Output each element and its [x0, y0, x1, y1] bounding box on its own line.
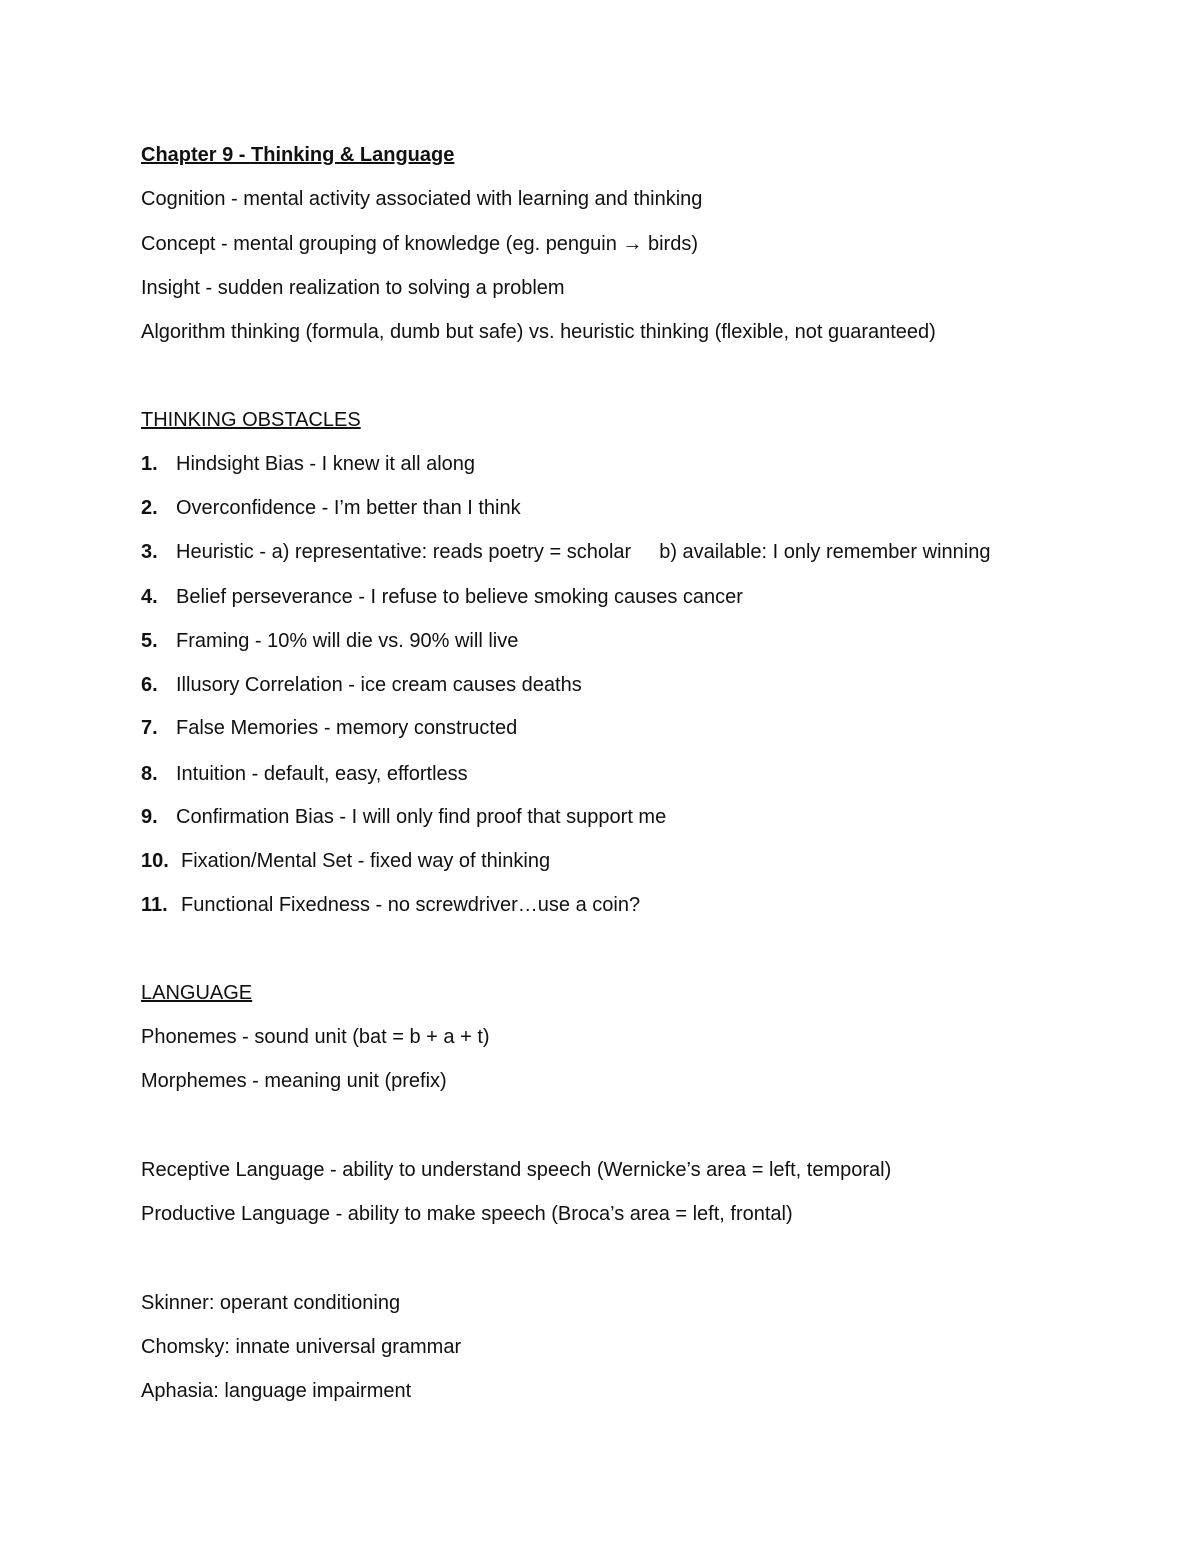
list-item-text: Overconfidence - I’m better than I think [176, 497, 521, 519]
definition-aphasia: Aphasia: language impairment [141, 1380, 412, 1402]
list-item-text: Illusory Correlation - ice cream causes deaths [176, 674, 582, 696]
list-item [141, 893, 640, 917]
list-item-text: Intuition - default, easy, effortless [176, 763, 468, 785]
list-item [141, 673, 582, 697]
section-heading-thinking-obstacles: THINKING OBSTACLES [141, 409, 361, 431]
list-number: 1. [141, 453, 158, 475]
list-item-text-b: b) available: I only remember winning [659, 541, 991, 563]
list-number: 9. [141, 806, 158, 828]
list-number: 8. [141, 763, 158, 785]
definition-concept: Concept - mental grouping of knowledge (eg. penguin → birds) [141, 233, 698, 255]
list-item [141, 629, 518, 653]
list-item [141, 849, 550, 873]
definition-insight: Insight - sudden realization to solving a problem [141, 277, 565, 299]
definition-cognition: Cognition - mental activity associated with learning and thinking [141, 188, 703, 210]
theory-chomsky: Chomsky: innate universal grammar [141, 1336, 462, 1358]
list-item [141, 585, 743, 609]
definition-phonemes: Phonemes - sound unit (bat = b + a + t) [141, 1026, 490, 1048]
list-item-text: False Memories - memory constructed [176, 717, 518, 739]
theory-skinner: Skinner: operant conditioning [141, 1292, 401, 1314]
list-item-text: Framing - 10% will die vs. 90% will live [176, 630, 519, 652]
list-number: 2. [141, 497, 158, 519]
list-item-text: Fixation/Mental Set - fixed way of thinking [181, 850, 551, 872]
list-number: 4. [141, 586, 158, 608]
list-number: 10. [141, 850, 169, 872]
definition-productive-language: Productive Language - ability to make speech (Broca’s area = left, frontal) [141, 1203, 793, 1225]
list-item [141, 762, 468, 786]
list-item-text: Hindsight Bias - I knew it all along [176, 453, 476, 475]
list-number: 7. [141, 717, 158, 739]
list-number: 6. [141, 674, 158, 696]
definition-receptive-language: Receptive Language - ability to understand speech (Wernicke’s area = left, temporal) [141, 1159, 892, 1181]
page-title: Chapter 9 - Thinking & Language [141, 144, 455, 166]
list-item-text: Belief perseverance - I refuse to believe smoking causes cancer [176, 586, 743, 608]
list-item-text: Heuristic - a) representative: reads poetry = scholar [176, 541, 632, 563]
list-item [141, 452, 475, 476]
list-item-text: Confirmation Bias - I will only find proof that support me [176, 806, 667, 828]
list-item [141, 805, 666, 829]
list-number: 11. [141, 894, 168, 916]
list-number: 3. [141, 541, 158, 563]
list-number: 5. [141, 630, 158, 652]
section-heading-language: LANGUAGE [141, 982, 253, 1004]
definition-morphemes: Morphemes - meaning unit (prefix) [141, 1070, 447, 1092]
definition-algorithm: Algorithm thinking (formula, dumb but safe) vs. heuristic thinking (flexible, not guaranteed) [141, 321, 936, 343]
list-item-text: Functional Fixedness - no screwdriver…use a coin? [181, 894, 641, 916]
list-item [141, 716, 517, 740]
list-item [141, 496, 521, 520]
list-item [141, 540, 990, 564]
